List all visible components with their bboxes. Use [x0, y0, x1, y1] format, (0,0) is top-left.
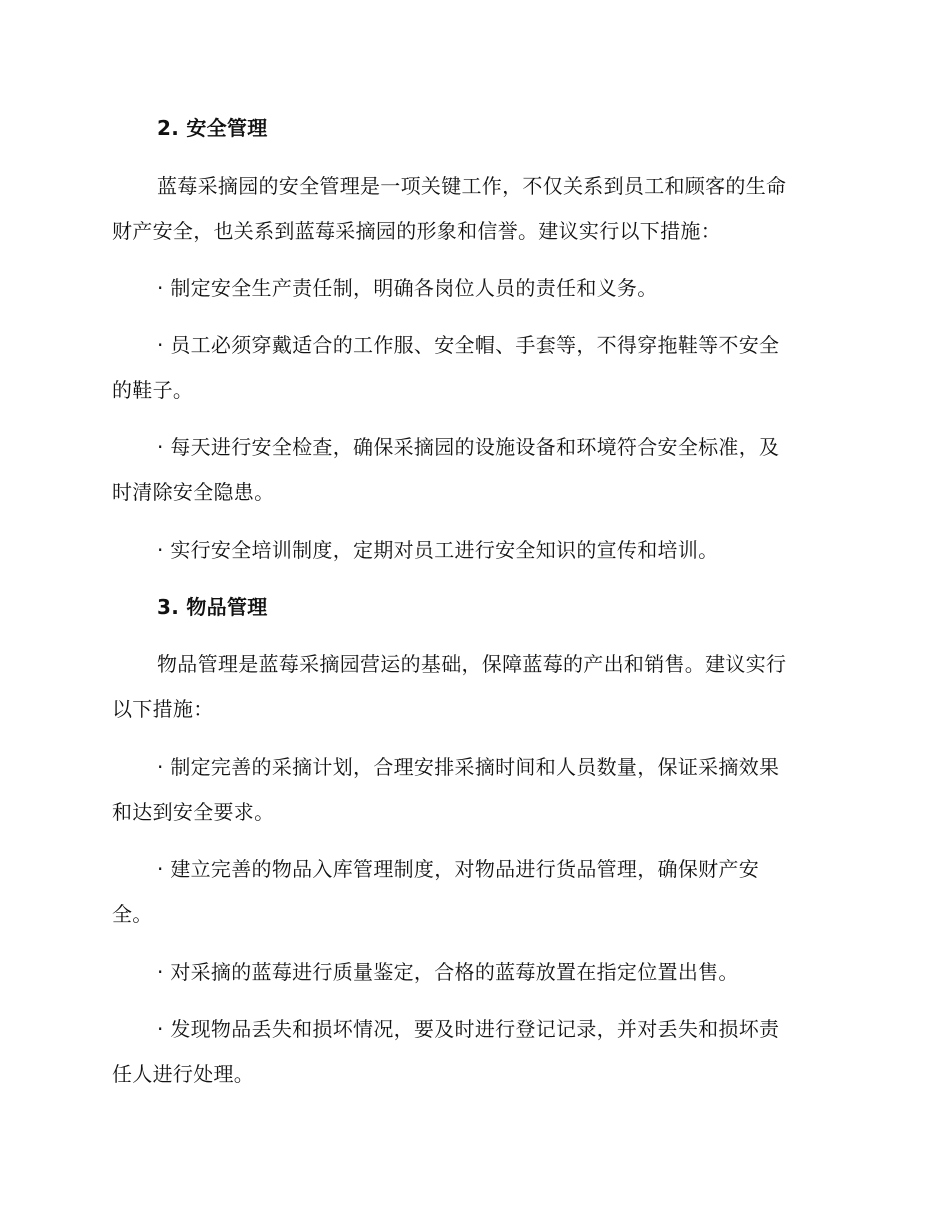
bullet-line: 的鞋子。 — [112, 378, 194, 402]
bullet-item — [112, 528, 832, 573]
bullet-item — [112, 745, 832, 835]
bullet-line: 全。 — [112, 902, 153, 926]
paragraph-safety-intro — [112, 164, 832, 254]
bullet-item — [112, 950, 832, 995]
bullet-line: 任人进行处理。 — [112, 1062, 255, 1086]
section-heading-items — [112, 585, 832, 630]
paragraph-line: 蓝莓采摘园的安全管理是一项关键工作，不仅关系到员工和顾客的生命 — [157, 174, 787, 198]
paragraph-line: 财产安全，也关系到蓝莓采摘园的形象和信誉。建议实行以下措施： — [112, 219, 721, 243]
paragraph-line: 以下措施： — [112, 697, 214, 721]
heading-text: 3. 物品管理 — [157, 595, 268, 619]
section-heading-safety — [112, 106, 832, 151]
bullet-line: · 发现物品丢失和损坏情况，要及时进行登记记录，并对丢失和损坏责 — [157, 1017, 780, 1041]
bullet-line: 和达到安全要求。 — [112, 800, 275, 824]
heading-text: 2. 安全管理 — [157, 116, 268, 140]
bullet-item — [112, 323, 832, 413]
bullet-item — [112, 266, 832, 311]
bullet-line: · 建立完善的物品入库管理制度，对物品进行货品管理，确保财产安 — [157, 857, 760, 881]
bullet-item — [112, 1007, 832, 1097]
bullet-line: · 员工必须穿戴适合的工作服、安全帽、手套等，不得穿拖鞋等不安全 — [157, 333, 780, 357]
bullet-line: · 实行安全培训制度，定期对员工进行安全知识的宣传和培训。 — [157, 538, 719, 562]
paragraph-line: 物品管理是蓝莓采摘园营运的基础，保障蓝莓的产出和销售。建议实行 — [157, 652, 787, 676]
paragraph-items-intro — [112, 642, 832, 732]
bullet-line: · 对采摘的蓝莓进行质量鉴定，合格的蓝莓放置在指定位置出售。 — [157, 960, 739, 984]
bullet-item — [112, 847, 832, 937]
bullet-line: 时清除安全隐患。 — [112, 480, 275, 504]
bullet-line: · 制定完善的采摘计划，合理安排采摘时间和人员数量，保证采摘效果 — [157, 755, 780, 779]
bullet-line: · 每天进行安全检查，确保采摘园的设施设备和环境符合安全标准，及 — [157, 435, 780, 459]
bullet-item — [112, 425, 832, 515]
bullet-line: · 制定安全生产责任制，明确各岗位人员的责任和义务。 — [157, 276, 658, 300]
